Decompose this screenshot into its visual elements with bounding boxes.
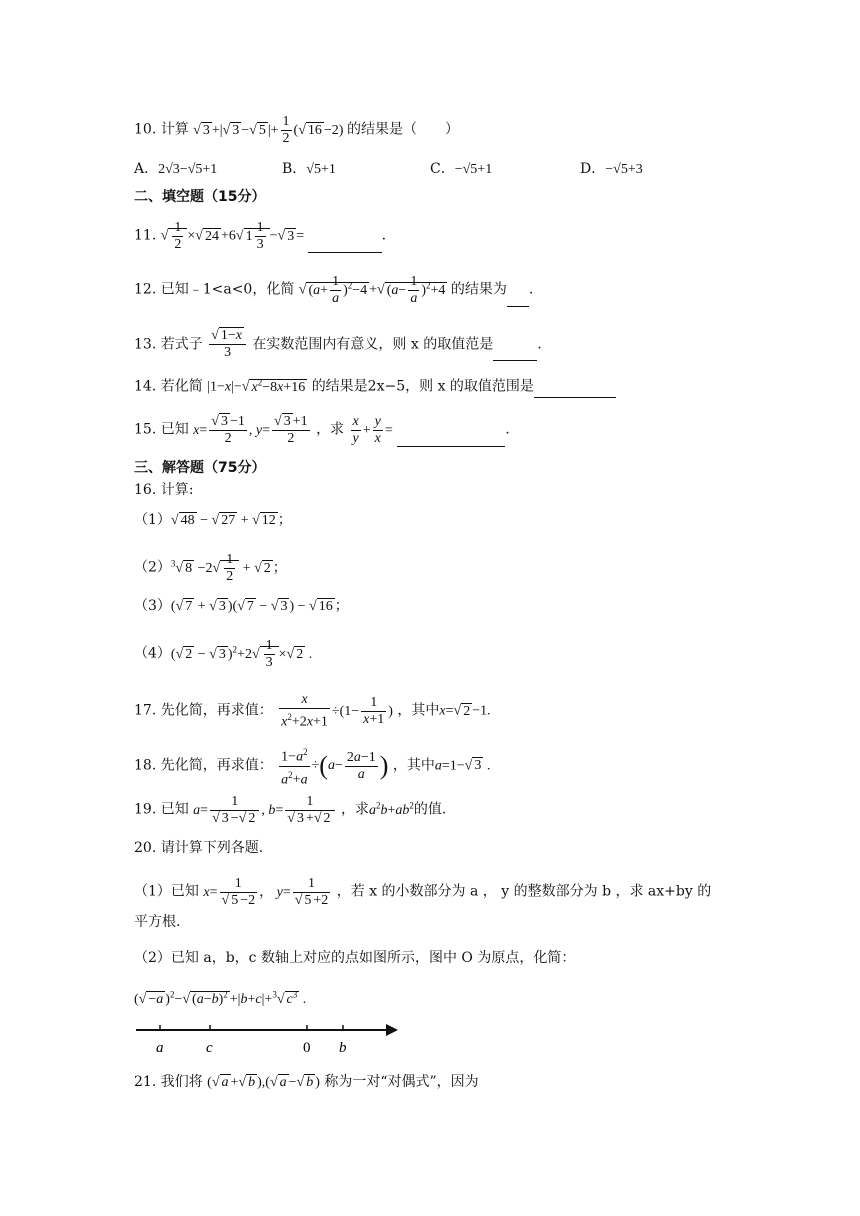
q19-pre: 已知 [160,801,189,818]
q10-option-c[interactable]: C．−√5+1 [430,161,493,177]
q19-given: a= $\frac{1}{√ 3 -√ 2}$ , b= $\frac{1}{√ 3 +√ 2}$ [193,803,336,818]
q18-line [134,744,490,788]
label-a: a [156,1040,164,1056]
label-b: b [339,1040,347,1056]
q14-answer-blank[interactable] [534,383,616,398]
q17-condition: x=√ 2 −1. [439,703,491,719]
q15-line: 15. 已知 x= $\frac{√ 3 -1}{2}$ , y= $\frac{√ 3 +1}{2}$ ，求 $\frac{x}{y}$ + $\frac{y}{x}$ = . [134,414,510,446]
q12-answer-blank[interactable] [507,292,529,307]
q14-post: 的结果是2x−5，则 x 的取值范围是 [311,378,534,395]
q21-number: 21. [134,1074,157,1090]
q17-number: 17. [134,702,157,719]
q14-number: 14. [134,378,157,395]
q14-line [134,372,616,398]
q10-post: 的结果是（ ） [346,121,459,138]
q13-answer-blank[interactable] [493,346,537,361]
q19-post: ，求 [341,801,369,818]
q11-line: 11. √ $\frac{1}{2}$ ×√ 24 +6√ 1 $\frac{1}{3}$ −√ 3 = . [134,220,387,252]
q10-line [134,114,459,147]
q10-expression: √ 3 +|√ 3 −√ 5 |+ $\frac{1}{2}$ (√ 16 −2) [193,114,347,146]
q19-number: 19. [134,801,157,818]
q21-expression: (√ a +√ b ),(√ a −√ b ) [207,1075,320,1090]
q17-line [134,692,491,731]
q12-number: 12. [134,281,157,298]
q16-text: 计算: [160,482,194,498]
q20-part1-cont: 平方根. [134,914,181,930]
q14-expression: |1−x|−√ $x^2-8x+16$ [207,377,306,395]
q21-post: 称为一对“对偶式”，因为 [324,1074,479,1090]
q20-part2: （2）已知 a，b，c 数轴上对应的点如图所示，图中 O 为原点，化简： [134,950,576,966]
q10-pre: 计算 [160,121,189,138]
q13-pre: 若式子 [160,336,203,353]
q19-expression: $a^2b+ab^2$ [369,800,414,818]
q13-fraction: $\frac{√ 1-x}{3}$ [209,328,246,361]
q12-pre: 已知﹣1<a<0，化简 [160,281,295,298]
q10-number: 10. [134,121,157,138]
q18-post: ，其中 [392,757,435,774]
q16-item-4: （4）(√ 2 − √ 3 )$^2$+2√ $\frac{1}{3}$ ×√ 2 . [134,638,313,670]
q20-part2-expression: (√ −a )$^2$−√ $(a-b)^2 +|b+c|+^3√$ $c^3$ . [134,989,307,1007]
q20-text: 请计算下列各题. [160,840,264,856]
q20-number: 20. [134,840,157,856]
q18-number: 18. [134,757,157,774]
q18-pre: 先化简，再求值： [160,757,273,774]
q15-pre: 已知 [160,421,189,438]
q17-expression: $\frac{x}{x^2+2x+1}$ ÷(1− $\frac{1}{x+1}$ ) [281,692,393,730]
q13-post: 在实数范围内有意义，则 x 的取值范是 [252,336,494,353]
q18-expression: $\frac{1-a^2}{a^2+a}$ ÷(a− $\frac{2a-1}{a}$ ) [277,758,388,773]
number-line-arrow [386,1024,398,1036]
q12-line: 12. 已知﹣1<a<0，化简 √ (a+ $\frac{1}{a}$ )$^2$−4 +√ (a− $\frac{1}{a}$ )$^2$+4 的结果为 . [134,274,534,306]
q13-line: 13. 若式子 $\frac{√ 1-x}{3}$ 在实数范围内有意义，则 x 的取值范是 . [134,328,542,360]
q12-post: 的结果为 [450,281,507,298]
q10-option-b[interactable]: B．√5+1 [282,161,336,177]
q16-number: 16. [134,482,157,498]
q12-expression: √ (a+ $\frac{1}{a}$ )$^2$−4 +√ (a− $\frac{1}{a}$ )$^2$+4 [298,274,446,306]
q16-item-2: $(2)^3√$ 8 −2√ $\frac{1}{2}$ + √ 2 ； [134,552,287,584]
q17-post: ，其中 [397,702,440,719]
q18-condition: a=1−√ 3 . [434,758,491,774]
q15-expression: $\frac{x}{y}$ + $\frac{y}{x}$ = [352,414,393,446]
q10-option-a[interactable]: A．2√3−√5+1 [134,161,218,177]
section-3-title: 三、解答题（75分） [134,460,266,476]
q16-item-3: （3）(√ 7 + √ 3 )(√ 7 − √ 3 ) − √ 16 ； [134,598,349,614]
q10-option-d[interactable]: D．−√5+3 [580,161,643,177]
q21-pre: 我们将 [160,1074,203,1090]
q15-given: x= $\frac{√ 3 -1}{2}$ , y= $\frac{√ 3 +1}{2}$ [193,414,308,446]
q11-number: 11. [134,227,157,244]
q19-line: 19. 已知 a= $\frac{1}{√ 3 -√ 2}$ , b= $\frac{1}{√ 3 +√ 2}$ ，求$a^2b+ab^2$的值. [134,794,447,826]
number-line [130,1020,430,1060]
section-2-title: 二、填空题（15分） [134,189,266,205]
q13-number: 13. [134,336,157,353]
q15-answer-blank[interactable] [397,432,505,447]
q15-mid: ，求 [316,421,345,438]
q17-pre: 先化简，再求值： [160,702,273,719]
q20-given: x= $\frac{1}{√ 5 -2}$ ， y= $\frac{1}{√ 5 +2}$ [203,876,329,908]
q11-answer-blank[interactable] [308,238,382,253]
q20-line [134,838,263,858]
q16-item-1: （1）√ 48 − √ 27 + √ 12 ； [134,512,292,528]
q16-line [134,480,193,500]
q21-line [134,1072,479,1093]
q20-part1: （1）已知 x= $\frac{1}{√ 5 -2}$ ， y= $\frac{1}{√ 5 +2}$ ，若 x 的小数部分为 a ， y 的整数部分为 b ，求 ax+by 的 [134,876,712,908]
q14-pre: 若化简 [160,378,203,395]
q11-expression: √ $\frac{1}{2}$ ×√ 24 +6√ 1 $\frac{1}{3}$ −√ 3 = [160,220,308,252]
q15-number: 15. [134,421,157,438]
label-c: c [206,1040,213,1056]
label-0: 0 [303,1040,311,1056]
